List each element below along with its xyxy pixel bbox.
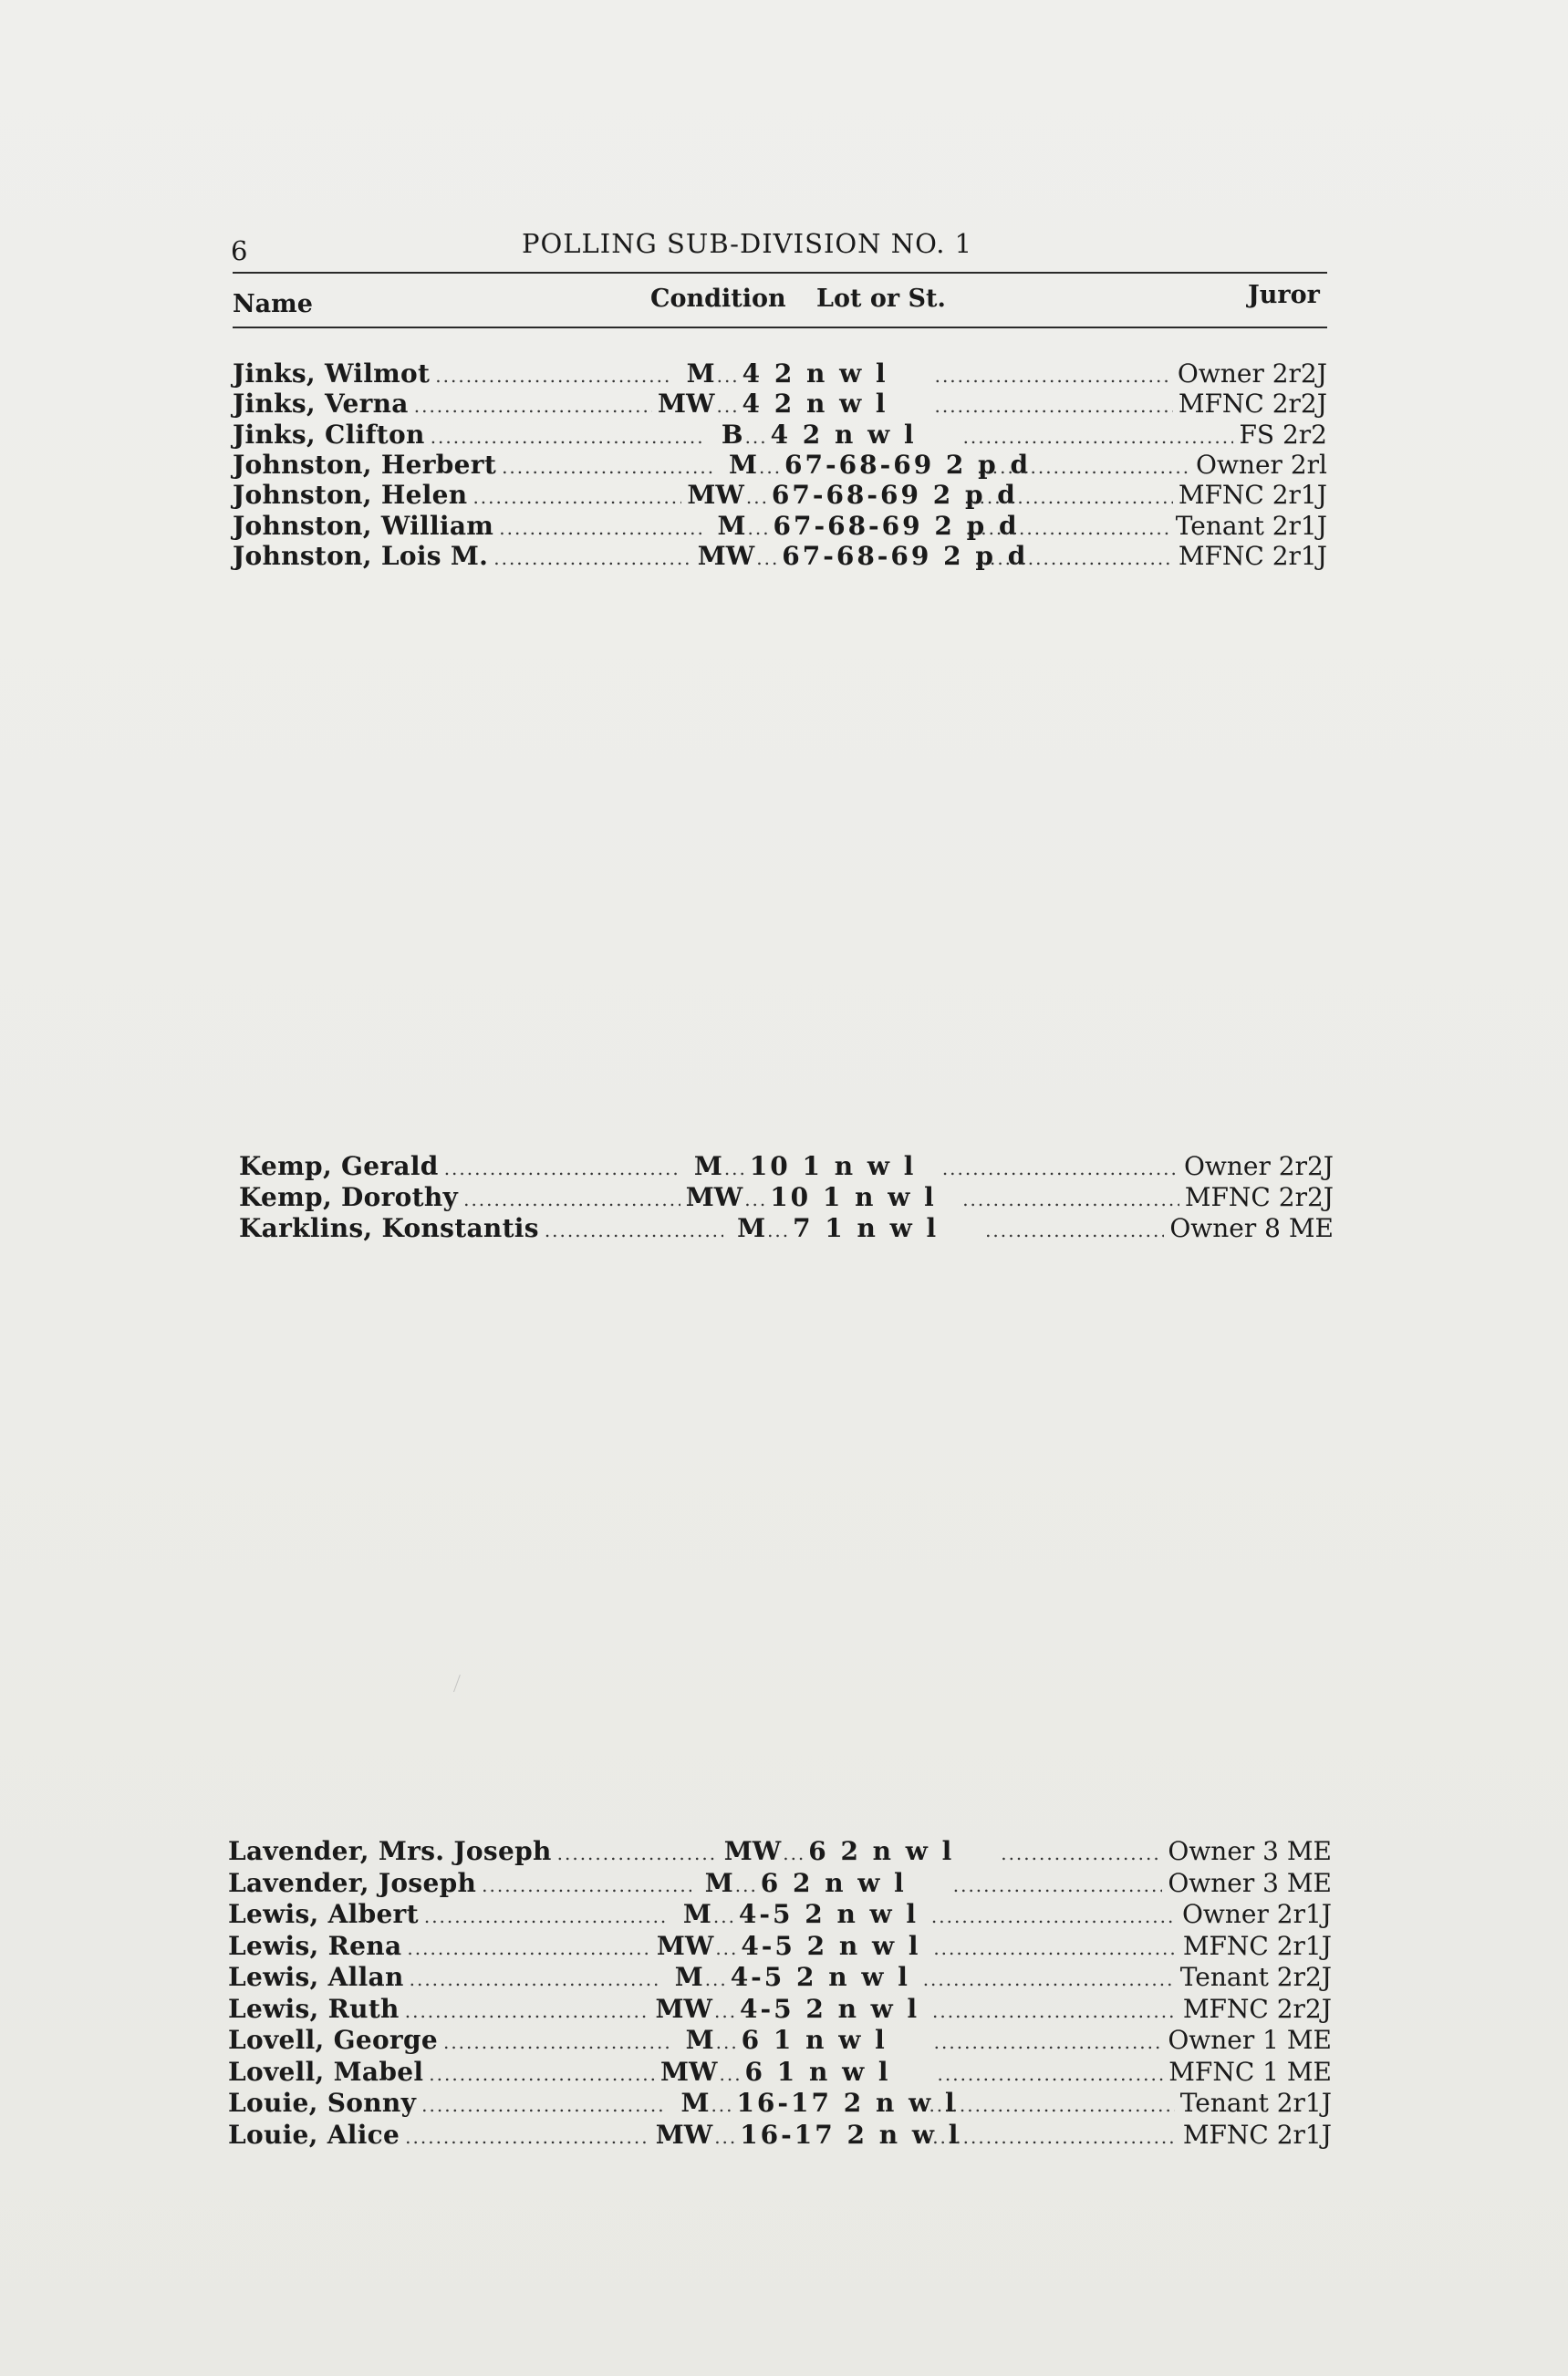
list-item — [239, 1151, 1334, 1182]
voter-juror: MFNC 2r1J — [1178, 480, 1327, 511]
voter-condition: B — [721, 419, 743, 450]
voter-name: Lavender, Joseph — [228, 1867, 477, 1898]
leader-dots — [932, 2126, 1178, 2148]
voter-condition: M — [680, 2088, 710, 2118]
leader-dots — [746, 486, 770, 508]
voter-condition: MW — [656, 1930, 714, 1961]
leader-dots — [705, 1968, 729, 1990]
leader-dots — [713, 1905, 737, 1927]
voter-condition: M — [693, 1151, 722, 1181]
voter-juror: Owner 2r2J — [1183, 1151, 1334, 1181]
leader-dots — [424, 1905, 670, 1927]
voter-juror: MFNC 2r2J — [1178, 389, 1327, 420]
voter-juror: FS 2r2 — [1239, 419, 1327, 450]
voter-condition: MW — [697, 540, 755, 571]
leader-dots — [942, 1157, 1179, 1179]
voter-lot: 67-68-69 2 p d — [784, 449, 1032, 480]
leader-dots — [744, 1188, 768, 1210]
leader-dots — [499, 517, 703, 539]
voter-name: Johnston, Lois M. — [233, 540, 489, 571]
leader-dots — [977, 456, 1190, 478]
leader-dots — [443, 2031, 672, 2053]
list-item — [233, 450, 1327, 481]
list-item — [228, 1994, 1332, 2025]
voter-lot: 16-17 2 n w l — [736, 2088, 958, 2118]
voter-name: Johnston, William — [233, 510, 494, 541]
voter-condition: MW — [723, 1836, 782, 1866]
voter-name: Jinks, Clifton — [233, 419, 425, 450]
voter-lot: 4-5 2 n w l — [741, 1930, 921, 1961]
leader-dots — [714, 2126, 738, 2148]
leader-dots — [714, 2000, 738, 2022]
voter-name: Lovell, Mabel — [228, 2056, 424, 2087]
voter-name: Johnston, Helen — [233, 480, 468, 511]
leader-dots — [715, 1937, 739, 1959]
column-header-condition: Condition — [650, 285, 786, 313]
leader-dots — [935, 395, 1173, 417]
voter-name: Lovell, George — [228, 2025, 438, 2055]
voter-condition: MW — [687, 480, 744, 511]
voter-condition: M — [682, 1899, 711, 1929]
leader-dots — [735, 1874, 759, 1896]
leader-dots — [405, 2126, 650, 2148]
leader-dots — [748, 517, 772, 539]
voter-juror: Tenant 2r1J — [1179, 2088, 1332, 2118]
leader-dots — [717, 395, 741, 417]
list-item — [233, 480, 1327, 511]
leader-dots — [431, 426, 701, 448]
voter-lot: 10 1 n w l — [749, 1151, 917, 1181]
voter-juror: Owner 2r1J — [1181, 1899, 1332, 1929]
voter-juror: Owner 3 ME — [1168, 1867, 1332, 1898]
voter-lot: 67-68-69 2 p d — [782, 540, 1029, 571]
voter-condition: M — [704, 1867, 733, 1898]
leader-dots — [745, 426, 769, 448]
list-item — [228, 1836, 1332, 1867]
voter-lot: 16-17 2 n w l — [740, 2119, 961, 2150]
column-header-name: Name — [233, 290, 313, 318]
leader-dots — [759, 456, 783, 478]
voter-condition: MW — [655, 1993, 712, 2024]
voter-juror: MFNC 2r2J — [1182, 1993, 1332, 2024]
list-item — [239, 1182, 1334, 1213]
voter-juror: Owner 3 ME — [1168, 1836, 1332, 1866]
voter-name: Lewis, Allan — [228, 1962, 404, 1992]
leader-dots — [472, 486, 681, 508]
leader-dots — [482, 1874, 691, 1896]
voter-name: Louie, Alice — [228, 2119, 400, 2150]
leader-dots — [711, 2094, 734, 2116]
leader-dots — [410, 1968, 661, 1990]
leader-dots — [929, 2094, 1174, 2116]
leader-dots — [932, 2000, 1178, 2022]
voter-lot: 4 2 n w l — [742, 389, 888, 420]
leader-dots — [502, 456, 715, 478]
voter-condition: M — [686, 358, 715, 389]
leader-dots — [463, 1188, 680, 1210]
leader-dots — [953, 1874, 1163, 1896]
list-item — [239, 1213, 1334, 1244]
leader-dots — [767, 1219, 791, 1241]
leader-dots — [783, 1842, 806, 1864]
voter-condition: M — [729, 449, 758, 480]
leader-dots — [421, 2094, 667, 2116]
voter-condition: MW — [658, 389, 715, 420]
list-item — [228, 1868, 1332, 1899]
voter-name: Jinks, Verna — [233, 389, 409, 420]
voter-condition: MW — [660, 2056, 718, 2087]
leader-dots — [985, 1219, 1164, 1241]
voter-condition: M — [737, 1213, 766, 1243]
header-rule-bottom — [233, 327, 1327, 328]
voter-name: Lewis, Rena — [228, 1930, 402, 1961]
voter-name: Lewis, Albert — [228, 1899, 419, 1929]
list-item — [228, 2057, 1332, 2088]
voter-juror: MFNC 2r1J — [1182, 2119, 1332, 2150]
leader-dots — [756, 547, 780, 569]
list-item — [233, 358, 1327, 389]
list-item — [228, 1899, 1332, 1930]
voter-name: Lavender, Mrs. Joseph — [228, 1836, 552, 1866]
voter-juror: Owner 2rl — [1196, 449, 1327, 480]
voter-juror: Owner 2r2J — [1177, 358, 1327, 389]
voter-condition: M — [717, 510, 746, 541]
voter-condition: M — [674, 1962, 703, 1992]
leader-dots — [966, 517, 1170, 539]
voter-lot: 6 1 n w l — [741, 2025, 888, 2055]
voter-name: Kemp, Gerald — [239, 1151, 439, 1181]
list-item — [233, 511, 1327, 542]
leader-dots — [557, 1842, 719, 1864]
leader-dots — [716, 2031, 740, 2053]
leader-dots — [923, 1968, 1175, 1990]
list-item — [233, 389, 1327, 420]
voter-lot: 6 2 n w l — [760, 1867, 907, 1898]
leader-dots — [964, 486, 1173, 508]
list-item — [228, 1962, 1332, 1993]
voter-lot: 67-68-69 2 p d — [773, 510, 1020, 541]
voter-name: Jinks, Wilmot — [233, 358, 431, 389]
leader-dots — [931, 1905, 1177, 1927]
leader-dots — [429, 2063, 655, 2085]
list-item — [228, 2088, 1332, 2119]
voter-name: Kemp, Dorothy — [239, 1182, 459, 1212]
leader-dots — [414, 395, 652, 417]
leader-dots — [962, 1188, 1179, 1210]
voter-juror: Tenant 2r2J — [1179, 1962, 1332, 1992]
leader-dots — [493, 547, 692, 569]
voter-juror: MFNC 1 ME — [1168, 2056, 1332, 2087]
voter-lot: 6 1 n w l — [744, 2056, 891, 2087]
voter-juror: Owner 8 ME — [1169, 1213, 1334, 1243]
voter-lot: 4-5 2 n w l — [740, 1993, 920, 2024]
list-item — [233, 420, 1327, 451]
voter-lot: 6 2 n w l — [808, 1836, 955, 1866]
list-item — [228, 2025, 1332, 2056]
list-item — [233, 541, 1327, 572]
voter-name: Johnston, Herbert — [233, 449, 497, 480]
leader-dots — [435, 365, 672, 387]
leader-dots — [724, 1157, 748, 1179]
voter-condition: MW — [685, 1182, 743, 1212]
voter-condition: M — [685, 2025, 714, 2055]
voter-name: Karklins, Konstantis — [239, 1213, 539, 1243]
voter-lot: 4-5 2 n w l — [738, 1899, 919, 1929]
voter-lot: 4 2 n w l — [742, 358, 888, 389]
voter-name: Louie, Sonny — [228, 2088, 417, 2118]
voter-lot: 4 2 n w l — [770, 419, 917, 450]
list-item — [228, 2120, 1332, 2151]
voter-lot: 7 1 n w l — [793, 1213, 940, 1243]
voter-lot: 10 1 n w l — [770, 1182, 937, 1212]
leader-dots — [407, 1937, 650, 1959]
column-header-lot: Lot or St. — [816, 285, 946, 313]
leader-dots — [935, 365, 1172, 387]
header-rule-top — [233, 272, 1327, 274]
leader-dots — [720, 2063, 743, 2085]
page-title: POLLING SUB-DIVISION NO. 1 — [522, 228, 973, 259]
leader-dots — [1001, 1842, 1162, 1864]
voter-juror: Owner 1 ME — [1168, 2025, 1332, 2055]
leader-dots — [934, 2031, 1163, 2053]
leader-dots — [405, 2000, 650, 2022]
pencil-mark — [453, 1675, 472, 1696]
list-item — [228, 1931, 1332, 1962]
leader-dots — [938, 2063, 1164, 2085]
leader-dots — [444, 1157, 680, 1179]
voter-lot: 67-68-69 2 p d — [771, 480, 1018, 511]
voter-name: Lewis, Ruth — [228, 1993, 400, 2024]
voter-condition: MW — [655, 2119, 713, 2150]
voter-juror: MFNC 2r2J — [1184, 1182, 1334, 1212]
leader-dots — [963, 426, 1234, 448]
voter-juror: MFNC 2r1J — [1178, 540, 1327, 571]
leader-dots — [717, 365, 741, 387]
page-number: 6 — [231, 235, 248, 266]
leader-dots — [933, 1937, 1177, 1959]
leader-dots — [974, 547, 1173, 569]
column-header-juror: Juror — [1248, 281, 1320, 309]
leader-dots — [545, 1219, 723, 1241]
voter-lot: 4-5 2 n w l — [730, 1962, 910, 1992]
voter-juror: MFNC 2r1J — [1182, 1930, 1332, 1961]
voter-juror: Tenant 2r1J — [1175, 510, 1327, 541]
